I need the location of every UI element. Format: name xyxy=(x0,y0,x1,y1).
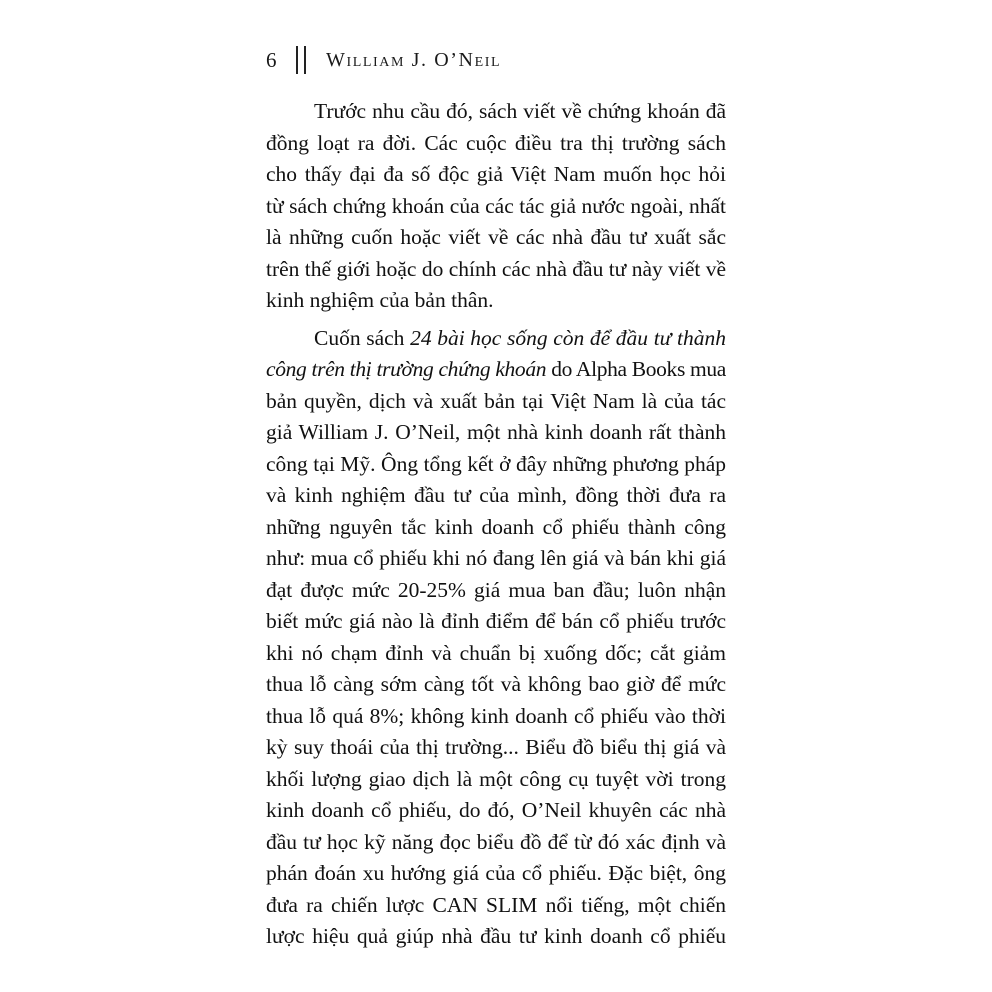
text-line: như: mua cổ phiếu khi nó đang lên giá và bán khi giá xyxy=(266,546,726,570)
text-run: do Alpha Books mua xyxy=(546,357,727,381)
text-line xyxy=(266,323,726,355)
text-line: là những cuốn hoặc viết về các nhà đầu tư xuất sắc xyxy=(266,225,726,249)
text-line: đầu tư học kỹ năng đọc biểu đồ để từ đó xác định và xyxy=(266,829,726,854)
text-line: thua lỗ quá 8%; không kinh doanh cổ phiếu vào thời xyxy=(266,703,726,728)
book-title-italic: công trên thị trường chứng khoán xyxy=(266,357,547,381)
text-line: kỳ suy thoái của thị trường... Biểu đồ biểu thị giá và xyxy=(266,735,726,759)
text-line: khi nó chạm đỉnh và chuẩn bị xuống dốc; cắt giảm xyxy=(266,640,726,665)
text-line: Trước nhu cầu đó, sách viết về chứng khoán đã xyxy=(314,99,726,123)
text-line: kinh doanh cổ phiếu, do đó, O’Neil khuyên các nhà xyxy=(266,798,726,822)
paragraph-2 xyxy=(266,323,726,953)
text-run: Cuốn sách xyxy=(314,325,411,350)
text-line xyxy=(266,354,726,386)
text-line: đưa ra chiến lược CAN SLIM nổi tiếng, một chiến xyxy=(266,892,726,917)
book-title-italic: 24 bài học sống còn để đầu tư thành xyxy=(410,325,726,350)
text-line: lược hiệu quả giúp nhà đầu tư kinh doanh cổ phiếu xyxy=(266,924,726,948)
body-text xyxy=(266,96,726,953)
text-line: giả William J. O’Neil, một nhà kinh doanh rất thành xyxy=(266,420,726,444)
text-line: biết mức giá nào là đỉnh điểm để bán cổ phiếu trước xyxy=(266,609,726,633)
text-line: những nguyên tắc kinh doanh cổ phiếu thành công xyxy=(266,514,726,539)
text-line: phán đoán xu hướng giá của cổ phiếu. Đặc biệt, ông xyxy=(266,861,726,885)
author-name: William J. O’Neil xyxy=(326,48,502,71)
paragraph-1 xyxy=(266,96,726,317)
text-line: bản quyền, dịch và xuất bản tại Việt Nam là của tác xyxy=(266,388,726,413)
text-line: đạt được mức 20-25% giá mua ban đầu; luôn nhận xyxy=(266,577,726,602)
text-line: và kinh nghiệm đầu tư của mình, đồng thời đưa ra xyxy=(266,483,726,507)
header-divider xyxy=(296,46,306,74)
text-line: kinh nghiệm của bản thân. xyxy=(266,288,494,312)
text-line: thua lỗ càng sớm càng tốt và không bao giờ để mức xyxy=(266,672,726,696)
text-line: cho thấy đại đa số độc giả Việt Nam muốn học hỏi xyxy=(266,162,726,186)
text-line: khối lượng giao dịch là một công cụ tuyệt vời trong xyxy=(266,766,726,791)
text-line: trên thế giới hoặc do chính các nhà đầu tư này viết về xyxy=(266,256,727,281)
text-line: từ sách chứng khoán của các tác giả nước ngoài, nhất xyxy=(266,193,726,218)
text-line: công tại Mỹ. Ông tổng kết ở đây những phương pháp xyxy=(266,451,726,476)
page-number: 6 xyxy=(266,47,277,72)
running-header xyxy=(266,44,501,76)
text-line: đồng loạt ra đời. Các cuộc điều tra thị trường sách xyxy=(266,130,726,155)
